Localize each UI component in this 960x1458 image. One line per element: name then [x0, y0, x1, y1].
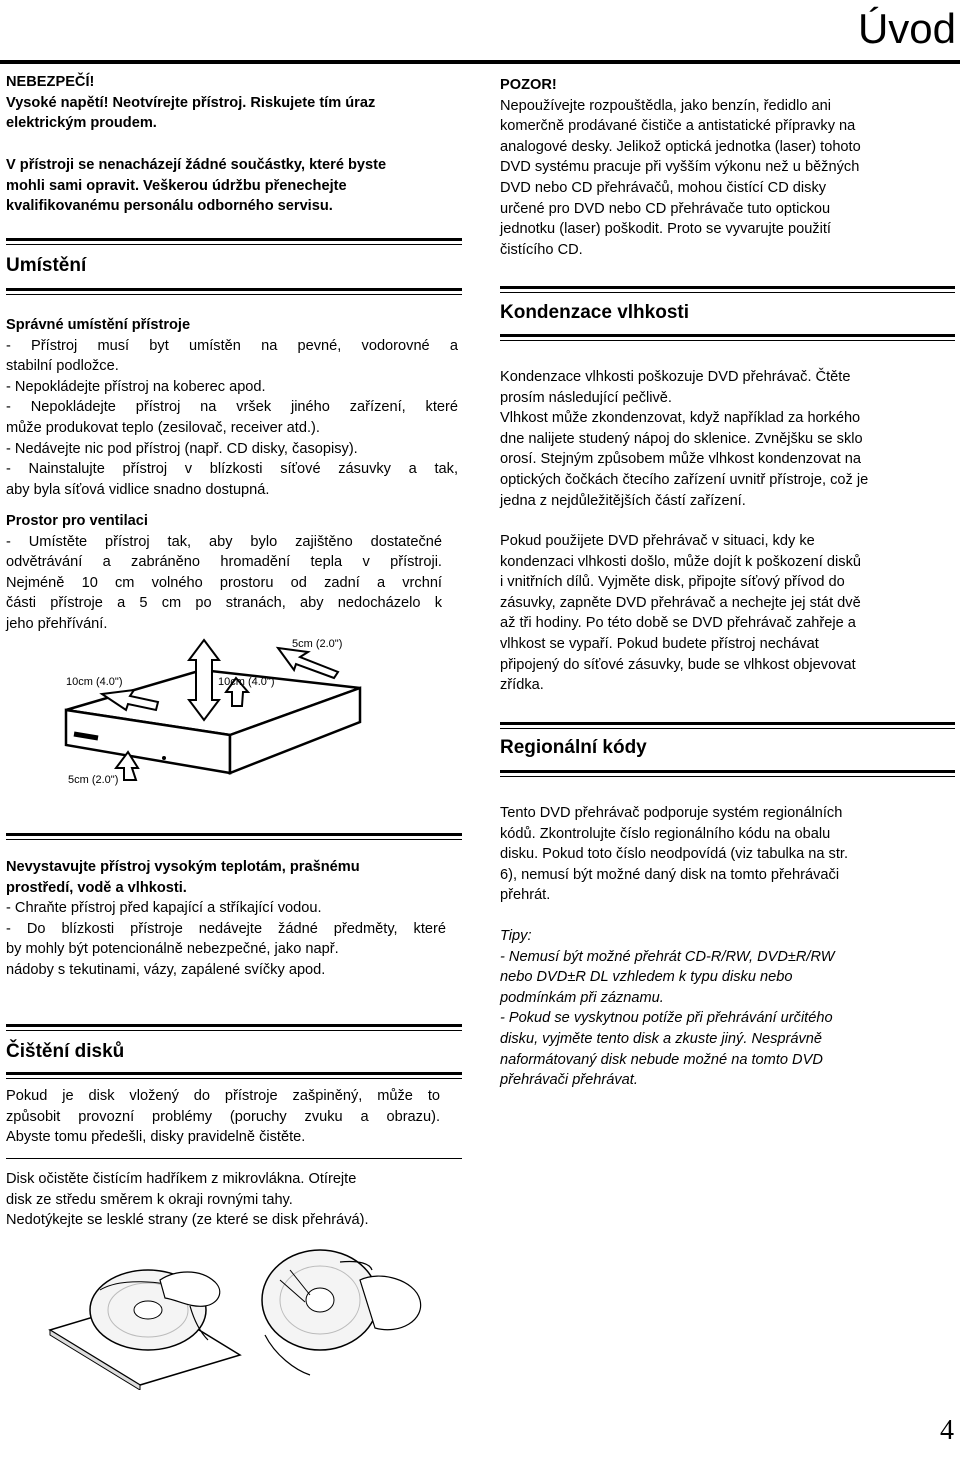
placement-line: - Přístroj musí byt umístěn na pevné, vodorovné a: [6, 337, 458, 354]
no-parts-line: kvalifikovanému personálu odborného servisu.: [6, 198, 333, 215]
section-rule: [6, 288, 462, 291]
heat-line: - Chraňte přístroj před kapající a stříkající vodou.: [6, 900, 322, 917]
placement-line: - Nainstalujte přístroj v blízkosti síťové zásuvky a tak,: [6, 461, 458, 478]
heat-line: nádoby s tekutinami, vázy, zapálené svíčky apod.: [6, 961, 326, 978]
ventilation-line: jeho přehřívání.: [6, 615, 108, 632]
section-rule: [6, 1072, 462, 1075]
ventilation-line: odvětrávání a zabráněno hromadění tepla v přístroji.: [6, 554, 442, 571]
cleaning-line: Abyste tomu předešli, disky pravidelně čistěte.: [6, 1129, 306, 1146]
section-rule: [6, 294, 462, 295]
section-rule: [6, 1078, 462, 1079]
cleaning-line: Disk očistěte čistícím hadříkem z mikrovlákna. Otírejte: [6, 1171, 357, 1187]
condensation-line: dne nalijete studený nápoj do sklenice. Zvnějšku se sklo: [500, 430, 863, 447]
condensation-heading: Kondenzace vlhkosti: [500, 302, 689, 323]
condensation-line: orosí. Stejným způsobem může vlhkost kondenzovat na: [500, 451, 861, 468]
condensation-line: jedna z nejdůležitějších částí zařízení.: [500, 492, 746, 509]
no-parts-line: mohli sami opravit. Veškerou údržbu přenechejte: [6, 177, 347, 194]
danger-line: NEBEZPEČÍ!: [6, 74, 95, 90]
cleaning-line: disk ze středu směrem k okraji rovnými tahy.: [6, 1191, 293, 1208]
ventilation-heading: Prostor pro ventilaci: [6, 513, 148, 529]
warning-line: Nepoužívejte rozpouštědla, jako benzín, ředidlo ani: [500, 97, 832, 114]
cleaning-line: Pokud je disk vložený do přístroje zašpiněný, může to: [6, 1088, 440, 1104]
warning-line: čistícího CD.: [500, 241, 583, 258]
condensation-line: Vlhkost může zkondenzovat, když například za horkého: [500, 410, 861, 427]
danger-line: Vysoké napětí! Neotvírejte přístroj. Riskujete tím úraz: [6, 94, 376, 111]
region-line: kódů. Zkontrolujte číslo regionálního kódu na obalu: [500, 825, 831, 842]
danger-notice: [6, 72, 446, 134]
region-line: přehrát.: [500, 887, 551, 904]
cleaning-para-1: [6, 1086, 440, 1148]
placement-line: - Nepokládejte přístroj na koberec apod.: [6, 378, 266, 395]
label-back-left: 10cm (4.0"): [66, 676, 123, 688]
region-line: disku. Pokud toto číslo neodpovídá (viz tabulka na str.: [500, 846, 849, 863]
disc-wipe-drawing: [40, 1240, 450, 1390]
ventilation-line: Nejméně 10 cm volného prostoru od zadní a vrchní: [6, 574, 442, 591]
placement-line: stabilní podložce.: [6, 358, 119, 375]
warning-line: komerčně prodávané čističe a antistatické přípravky na: [500, 118, 856, 135]
page-number: 4: [940, 1415, 954, 1446]
section-rule: [500, 776, 955, 777]
ventilation-line: - Umístěte přístroj tak, aby bylo zajištěno dostatečné: [6, 533, 442, 550]
label-top: 10cm (4.0"): [218, 676, 275, 688]
heat-heading: prostředí, vodě a vlhkosti.: [6, 879, 187, 896]
header-rule: [0, 60, 960, 64]
warning-line: DVD systému pracuje při vyšším výkonu než u běžných: [500, 159, 860, 176]
no-parts-notice: [6, 155, 466, 217]
warning-line: jednotku (laser) poškodit. Proto se vyvarujte použití: [500, 221, 831, 238]
condensation-line: vlhkost se vypaří. Pokud budete přístroj nechávat: [500, 635, 819, 652]
section-rule: [500, 292, 955, 293]
warning-heading: POZOR!: [500, 77, 557, 93]
section-rule: [500, 340, 955, 341]
condensation-line: až tři hodiny. Po této době se DVD přehrávač zahřeje a: [500, 615, 856, 632]
placement-heading: Umístění: [6, 255, 87, 276]
condensation-line: kondenzaci vlhkosti došlo, může dojít k poškození disků: [500, 553, 861, 570]
region-heading: Regionální kódy: [500, 737, 647, 758]
tips-line: - Nemusí být možné přehrát CD-R/RW, DVD±R/RW: [500, 948, 835, 965]
tips-line: nebo DVD±R DL vzhledem k typu disku nebo: [500, 969, 793, 986]
section-rule: [6, 238, 462, 241]
placement-line: - Nepokládejte přístroj na vršek jiného zařízení, které: [6, 399, 458, 416]
cleaning-heading: Čištění disků: [6, 1041, 125, 1062]
condensation-line: zřídka.: [500, 677, 544, 694]
region-line: 6), nemusí být možné daný disk na tomto přehrávači: [500, 866, 840, 883]
label-side-right: 5cm (2.0"): [292, 638, 343, 650]
section-rule: [6, 1158, 462, 1159]
warning-text: [500, 75, 952, 260]
label-side-front: 5cm (2.0"): [68, 774, 119, 786]
placement-text: [6, 315, 458, 500]
heat-line: - Do blízkosti přístroje nedávejte žádné předměty, které: [6, 920, 446, 937]
placement-line: aby byla síťová vidlice snadno dostupná.: [6, 481, 270, 498]
heat-line: by mohly být potencionálně nebezpečné, jako např.: [6, 941, 339, 958]
condensation-line: i vnitřních dílů. Vyjměte disk, připojte síťový přívod do: [500, 574, 845, 591]
warning-line: DVD nebo CD přehrávačů, mohou čistící CD disky: [500, 179, 827, 196]
danger-line: elektrickým proudem.: [6, 115, 157, 132]
ventilation-text: [6, 511, 442, 635]
placement-line: - Nedávejte nic pod přístroj (např. CD disky, časopisy).: [6, 440, 358, 457]
condensation-para-1: [500, 367, 955, 511]
condensation-line: Kondenzace vlhkosti poškozuje DVD přehrávač. Čtěte: [500, 369, 851, 385]
section-rule: [6, 1030, 462, 1031]
section-rule: [6, 839, 462, 840]
tips-line: naformátovaný disk nebude možné na tomto DVD: [500, 1051, 823, 1068]
section-rule: [6, 833, 462, 836]
cleaning-line: způsobit provozní problémy (poruchy zvuku a obrazu).: [6, 1108, 440, 1125]
region-tips: [500, 926, 955, 1091]
tips-line: přehrávači přehrávat.: [500, 1072, 638, 1089]
region-para: [500, 803, 955, 906]
warning-line: analogové desky. Jelikož optická jednotka (laser) tohoto: [500, 138, 861, 155]
heat-heading: Nevystavujte přístroj vysokým teplotám, prašnému: [6, 859, 360, 875]
placement-line: může produkovat teplo (zesilovač, receiver atd.).: [6, 419, 320, 436]
section-rule: [500, 334, 955, 337]
section-rule: [6, 1024, 462, 1027]
condensation-line: připojený do síťové zásuvky, bude se vlhkost objevovat: [500, 656, 856, 673]
ventilation-line: části přístroje a 5 cm po stranách, aby nedocházelo k: [6, 595, 442, 612]
tips-line: disku, vyjměte tento disk a zkuste jiný. Nesprávně: [500, 1030, 823, 1047]
no-parts-line: V přístroji se nenacházejí žádné součástky, které byste: [6, 157, 387, 173]
condensation-line: zásuvky, zapněte DVD přehrávač a nechejte jej stát dvě: [500, 594, 861, 611]
disc-cleaning-illustration: [40, 1240, 450, 1390]
ventilation-diagram: [40, 630, 380, 800]
condensation-line: prosím následující pečlivě.: [500, 389, 672, 406]
cleaning-line: Nedotýkejte se lesklé strany (ze které se disk přehrává).: [6, 1212, 369, 1229]
section-rule: [500, 770, 955, 773]
tips-heading: Tipy:: [500, 928, 532, 944]
placement-subheading: Správné umístění přístroje: [6, 317, 191, 333]
condensation-para-2: [500, 531, 955, 696]
heat-text: [6, 857, 446, 981]
condensation-line: Pokud použijete DVD přehrávač v situaci, kdy ke: [500, 533, 815, 549]
section-rule: [500, 286, 955, 289]
tips-line: - Pokud se vyskytnou potíže při přehrávání určitého: [500, 1010, 833, 1027]
condensation-line: optických čočkách čtecího zařízení uvnitř přístroje, což je: [500, 471, 869, 488]
section-rule: [500, 722, 955, 725]
section-rule: [6, 244, 462, 245]
page-title: Úvod: [857, 5, 956, 52]
tips-line: podmínkám při záznamu.: [500, 989, 664, 1006]
region-line: Tento DVD přehrávač podporuje systém regionálních: [500, 805, 843, 821]
cleaning-para-2: [6, 1169, 462, 1231]
section-rule: [500, 728, 955, 729]
warning-line: určené pro DVD nebo CD přehrávače tuto optickou: [500, 200, 831, 217]
